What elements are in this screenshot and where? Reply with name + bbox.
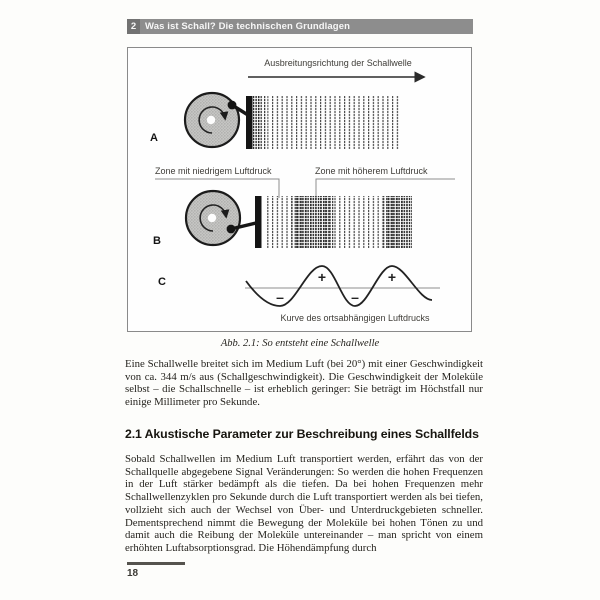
disk-hub-a xyxy=(207,116,215,124)
footer-rule xyxy=(127,562,185,565)
air-compression-dense-a xyxy=(253,96,261,149)
row-label-c: C xyxy=(158,276,166,288)
air-med-band-b3 xyxy=(381,196,386,248)
sound-wave-diagram xyxy=(128,48,471,331)
air-columns-a xyxy=(268,96,400,149)
row-label-a: A xyxy=(150,132,158,144)
pressure-curve-label: Kurve des ortsabhängigen Luftdrucks xyxy=(280,313,430,323)
minus-sign-1: – xyxy=(276,289,284,305)
chapter-number: 2 xyxy=(127,19,140,34)
row-a-mechanism xyxy=(150,93,400,149)
crank-pin-a xyxy=(228,101,237,110)
air-med-band-b1 xyxy=(291,196,296,248)
crank-pin-b xyxy=(227,225,236,234)
disk-hub-b xyxy=(208,214,216,222)
pressure-sine-wave xyxy=(246,266,432,306)
air-med-band-b2 xyxy=(330,196,335,248)
section-heading-2-1: 2.1 Akustische Parameter zur Beschreibung eines Schallfelds xyxy=(125,427,479,441)
high-pressure-band-b2 xyxy=(386,196,412,248)
high-pressure-band-b1 xyxy=(296,196,330,248)
figure-box xyxy=(127,47,472,332)
chapter-header-bar xyxy=(127,19,473,34)
figure-caption: Abb. 2.1: So entsteht eine Schallwelle xyxy=(220,338,380,349)
row-b-mechanism xyxy=(153,191,412,248)
plus-sign-1: + xyxy=(317,269,327,285)
plus-sign-2: + xyxy=(387,269,397,285)
piston-plate-a xyxy=(246,96,253,149)
row-label-b: B xyxy=(153,235,161,247)
paragraph-akustische-parameter: Sobald Schallwellen im Medium Luft transportiert werden, erfährt das von der Schallquelle abgegebene Signal Veränderungen: So werden die hohen Frequenzen in der Luft stärker bedämpft als die tiefen. Da bei hohen Frequenzen mehr Schallwellenzyklen pro Sekunde durch die Luft transportiert werden als bei tiefen, vollzieht sich auch der Wechsel von Über- und Unterdruckgebieten schneller. Dementsprechend nimmt die Bewegung der Moleküle bei hohen Tönen zu und damit auch die Reibung der Moleküle untereinander – man spricht von einem erhöhten Luftabsorptionsgrad. Die Höhendämpfung durch xyxy=(125,453,483,554)
minus-sign-2: – xyxy=(351,289,359,305)
piston-plate-b xyxy=(255,196,262,248)
air-compression-med-a xyxy=(261,96,268,149)
zone-high-pressure-label: Zone mit höherem Luftdruck xyxy=(315,166,428,176)
row-c-pressure-curve xyxy=(158,266,440,323)
chapter-title: Was ist Schall? Die technischen Grundlagen xyxy=(145,21,350,32)
propagation-direction-label: Ausbreitungsrichtung der Schallwelle xyxy=(264,58,412,68)
zone-low-pressure-label: Zone mit niedrigem Luftdruck xyxy=(155,166,272,176)
paragraph-schallwelle: Eine Schallwelle breitet sich im Medium Luft (bei 20°) mit einer Geschwindigkeit von ca. 344 m/s aus (Schallgeschwindigkeit). Die Geschwindigkeit der Moleküle selbst – die Schallschnelle – ist erheblich geringer: Sie beträgt im Höchstfall nur einige Millimeter pro Sekunde. xyxy=(125,358,483,409)
page-number: 18 xyxy=(127,568,139,579)
